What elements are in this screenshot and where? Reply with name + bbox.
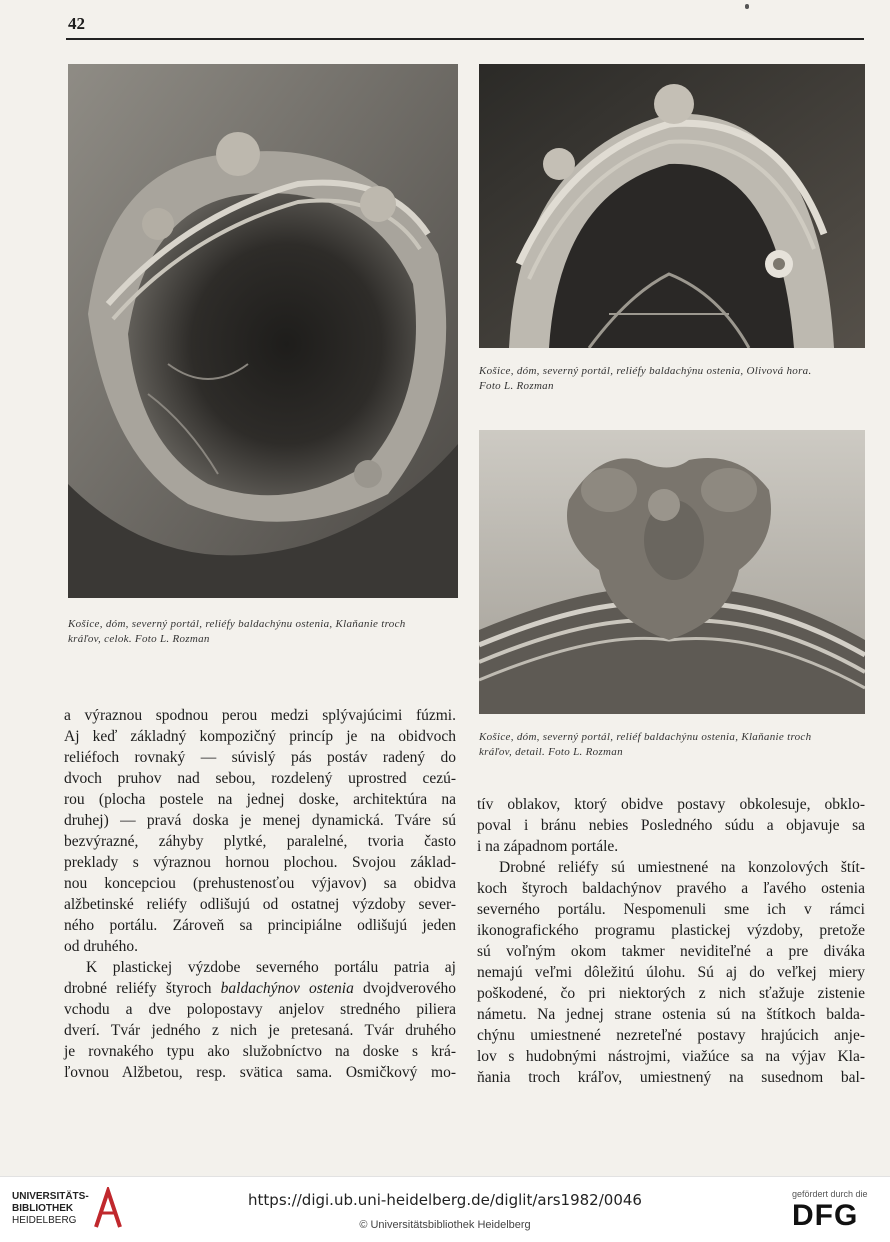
text-run: drobné reliéfy štyroch (64, 980, 221, 997)
text-line: bezvýrazné, záhyby plytké, paralelné, tvoria často (64, 833, 456, 850)
viewer-footer (0, 1176, 890, 1242)
text-line: druhej) — pravá doska je menej dynamická. Tváre sú (64, 812, 456, 829)
text-line: Drobné reliéfy sú umiestnené na konzolových štít- (499, 859, 865, 876)
figure-photo-adoration-detail (479, 430, 865, 714)
caption-line: kráľov, celok. Foto L. Rozman (68, 633, 210, 645)
figure-caption-adoration-detail (479, 730, 865, 760)
library-name-line: UNIVERSITÄTS- (12, 1191, 89, 1202)
text-line: ikonografického programu plastickej výzdoby, pretože (477, 922, 865, 939)
right-text-column (477, 794, 865, 1088)
text-line: chýnu umiestnené nezreteľné postavy hrajúcich anje- (477, 1027, 865, 1044)
text-line: alžbetinské reliéfy odlišujú od ostatnej výzdoby sever- (64, 896, 456, 913)
caption-line: Foto L. Rozman (479, 380, 554, 392)
text-line: poval i bránu nebies Posledného súdu a objavuje sa (477, 817, 865, 834)
text-line: nou koncepciou (prehustenosťou výjavov) sa obidva (64, 875, 456, 892)
text-line: a výraznou spodnou perou medzi splývajúcimi fúzmi. (64, 707, 456, 724)
library-name-line: BIBLIOTHEK (12, 1203, 74, 1214)
figure-caption-mount-of-olives (479, 364, 865, 394)
text-line: lov s hudobnými nástrojmi, viažúce sa na výjav Kla- (477, 1048, 865, 1065)
text-line: dverí. Tvár jedného z nich je pretesaná. Tvár druhého (64, 1022, 456, 1039)
text-line: Aj keď základný kompozičný princíp je na obidvoch (64, 728, 456, 745)
text-line: námetu. Na jednej strane ostenia sú na štítkoch balda- (477, 1006, 865, 1023)
text-run: dvojdverového (353, 980, 456, 997)
text-line-with-emphasis (64, 978, 456, 999)
caption-line: Košice, dóm, severný portál, reliéfy baldachýnu ostenia, Olivová hora. (479, 365, 812, 377)
permalink-url[interactable]: https://digi.ub.uni-heidelberg.de/diglit/ars1982/0046 (248, 1191, 642, 1209)
emphasis-baldachyny: baldachýnov ostenia (220, 980, 354, 997)
text-line: nemajú veľmi dôležitú úlohu. Sú aj do veľkej miery (477, 964, 865, 981)
text-line: dvoch pruhov nad sebou, rozdelený uprostred cezú- (64, 770, 456, 787)
text-line: severného portálu. Nespomenuli sme ich v rámci (477, 901, 865, 918)
text-line: je rovnakého typu ako služobníctvo na doske s krá- (64, 1043, 456, 1060)
text-line: poškodené, čo pri niektorých z nich sťažuje zistenie (477, 985, 865, 1002)
text-line: vchodu a dve polopostavy anjelov stredného piliera (64, 1001, 456, 1018)
dfg-logo[interactable]: DFG (792, 1199, 859, 1232)
text-line: koch štyroch baldachýnov pravého a ľavého ostenia (477, 880, 865, 897)
text-line: rou (plocha postele na jednej doske, architektúra na (64, 791, 456, 808)
text-line: ľovnou Alžbetou, resp. svätica sama. Osmičkový mo- (64, 1064, 456, 1081)
page-number: 42 (68, 14, 85, 33)
caption-line: kráľov, detail. Foto L. Rozman (479, 746, 623, 758)
caption-line: Košice, dóm, severný portál, reliéfy baldachýnu ostenia, Klaňanie troch (68, 618, 406, 630)
text-line: sú voľným okom takmer neviditeľné a pre diváka (477, 943, 865, 960)
figure-photo-mount-of-olives (479, 64, 865, 348)
figure-photo-full (68, 64, 458, 598)
text-line: tív oblakov, ktorý obidve postavy obkolesuje, obklo- (477, 796, 865, 813)
text-line: K plastickej výzdobe severného portálu patria aj (86, 959, 456, 976)
library-name-line: HEIDELBERG (12, 1215, 77, 1226)
text-line: ného portálu. Zároveň sa principiálne odlišujú jeden (64, 917, 456, 934)
speck (745, 4, 749, 9)
text-line: i na západnom portále. (477, 838, 619, 855)
text-line: ňania troch kráľov, umiestnený na susednom bal- (477, 1069, 865, 1086)
text-line: od druhého. (64, 938, 139, 955)
left-text-column (64, 705, 456, 1083)
text-line: preklady s výraznou hornou plochou. Svojou základ- (64, 854, 456, 871)
figure-caption-full (68, 617, 458, 647)
funding-note: gefördert durch die (792, 1189, 868, 1199)
top-rule (66, 38, 864, 40)
copyright-notice: © Universitätsbibliothek Heidelberg (359, 1219, 531, 1231)
caption-line: Košice, dóm, severný portál, reliéf baldachýnu ostenia, Klaňanie troch (479, 731, 812, 743)
text-line: reliéfoch rovnaký — súvislý pás postáv radený do (64, 749, 456, 766)
